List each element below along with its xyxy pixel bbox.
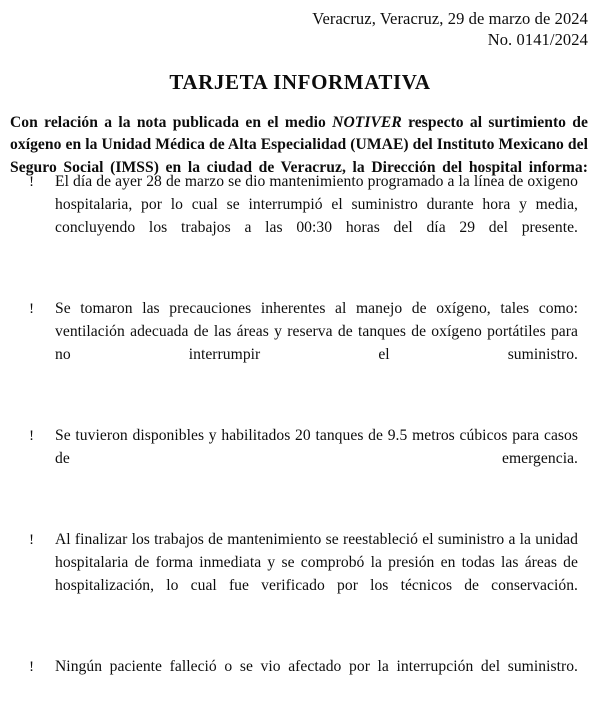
- list-item-text: Al finalizar los trabajos de mantenimiento se reestableció el suministro a la unidad hospitalaria de forma inmediata y se comprobó la presión en todas las áreas de hospitalización, lo cual fue verificado por los técnicos de conservación.: [55, 531, 578, 594]
- document-header: [10, 8, 588, 50]
- list-item-text: Se tomaron las precauciones inherentes al manejo de oxígeno, tales como: ventilación adecuada de las áreas y reserva de tanques de oxígeno portátiles para no interrumpir el suministro.: [55, 300, 578, 363]
- list-item-text: Se tuvieron disponibles y habilitados 20 tanques de 9.5 metros cúbicos para casos de emergencia.: [55, 427, 578, 467]
- list-item-text: Ningún paciente falleció o se vio afectado por la interrupción del suministro.: [55, 658, 578, 675]
- header-folio-number: No. 0141/2024: [487, 30, 588, 49]
- header-place-date: Veracruz, Veracruz, 29 de marzo de 2024: [312, 9, 588, 28]
- bullet-marker-icon: !: [29, 531, 35, 548]
- page-title: TARJETA INFORMATIVA: [169, 70, 431, 95]
- bullet-marker-icon: !: [29, 658, 35, 675]
- list-item-text: El día de ayer 28 de marzo se dio mantenimiento programado a la línea de oxigeno hospitalaria, por lo cual se interrumpió el suministro durante hora y media, concluyendo los trabajos a las 00:30 horas del día 29 del presente.: [55, 173, 578, 236]
- media-name-emphasis: NOTIVER: [332, 113, 402, 131]
- statement-bullet-list: [0, 170, 600, 701]
- bullet-marker-icon: !: [29, 173, 35, 190]
- list-item: [0, 297, 600, 389]
- list-item: [0, 424, 600, 493]
- intro-text-before-media: Con relación a la nota publicada en el medio: [10, 113, 333, 131]
- bullet-marker-icon: !: [29, 427, 35, 444]
- intro-text-after-media: respecto al surtimiento de oxígeno en la Unidad Médica de Alta Especialidad (UMAE) del Instituto Mexicano del Seguro Social (IMSS) en la ciudad de Veracruz, la Dirección del hospital informa:: [10, 113, 588, 176]
- bullet-marker-icon: !: [29, 300, 35, 317]
- list-item: [0, 170, 600, 262]
- list-item: [0, 528, 600, 620]
- list-item: [0, 655, 600, 701]
